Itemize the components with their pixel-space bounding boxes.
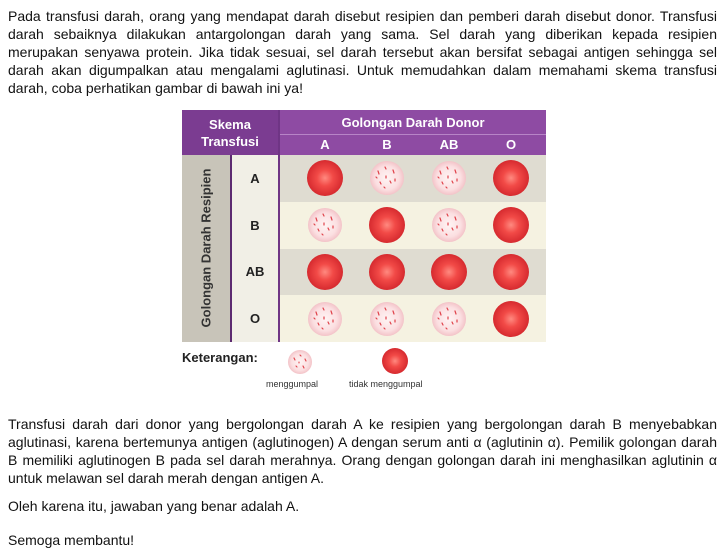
unclumped-cell-icon (305, 252, 345, 292)
clumped-cell-icon (305, 299, 345, 339)
clumped-cell-icon (429, 205, 469, 245)
clumped-cell-icon (367, 158, 407, 198)
corner-line2: Transfusi (201, 133, 259, 149)
unclumped-cell-icon (491, 252, 531, 292)
row-label-ab: AB (232, 249, 278, 296)
donor-header (280, 110, 546, 134)
column-header-a: A (320, 137, 330, 152)
corner-header (182, 110, 278, 155)
row-label-b: B (232, 202, 278, 249)
clumped-cell-icon (285, 347, 315, 377)
unclumped-cell-icon (491, 299, 531, 339)
legend-unclumped-label: tidak menggumpal (349, 379, 423, 389)
column-header-b: B (382, 137, 392, 152)
clumped-cell-icon (367, 299, 407, 339)
row-label-a: A (232, 155, 278, 202)
recipient-header (182, 155, 230, 342)
clumped-cell-icon (429, 299, 469, 339)
clumped-cell-icon (429, 158, 469, 198)
conclusion-paragraph: Oleh karena itu, jawaban yang benar adalah A. (8, 498, 300, 514)
row-label-o: O (232, 295, 278, 342)
unclumped-cell-icon (380, 346, 410, 376)
legend-title: Keterangan: (182, 350, 258, 365)
unclumped-cell-icon (367, 205, 407, 245)
clumped-cell-icon (305, 205, 345, 245)
unclumped-cell-icon (429, 252, 469, 292)
intro-paragraph: Pada transfusi darah, orang yang mendapat darah disebut resipien dan pemberi darah disebut donor. Transfusi darah sebaiknya dilakukan antargolongan darah yang sama. Sel darah yang diberikan kepada resipien merupakan senyawa protein. Jika tidak sesuai, sel darah tersebut akan bersifat sebagai antigen sehingga sel darah akan digumpalkan atau mengalami aglutinasi. Untuk memudahkan dalam memahami skema transfusi darah, coba perhatikan gambar di bawah ini ya! (8, 8, 717, 96)
closing-paragraph: Semoga membantu! (8, 532, 135, 548)
column-header-o: O (505, 137, 517, 152)
unclumped-cell-icon (367, 252, 407, 292)
transfusion-scheme-figure (182, 110, 546, 342)
corner-line1: Skema (209, 116, 251, 132)
donor-header-label: Golongan Darah Donor (341, 114, 485, 130)
column-header-ab: AB (439, 137, 459, 152)
explanation-paragraph: Transfusi darah dari donor yang bergolongan darah A ke resipien yang bergolongan darah B menyebabkan aglutinasi, karena bertemunya antigen (aglutinogen) A dengan serum anti α (aglutinin α). Pemilik golongan darah B memiliki aglutinogen B pada sel darah merahnya. Orang dengan golongan darah ini menghasilkan aglutinin α untuk melawan sel darah merah dengan antigen A. (8, 416, 717, 486)
unclumped-cell-icon (491, 205, 531, 245)
unclumped-cell-icon (491, 158, 531, 198)
legend (182, 344, 546, 394)
legend-clumped-label: menggumpal (266, 379, 319, 389)
unclumped-cell-icon (305, 158, 345, 198)
recipient-header-label: Golongan Darah Resipien (198, 168, 214, 328)
